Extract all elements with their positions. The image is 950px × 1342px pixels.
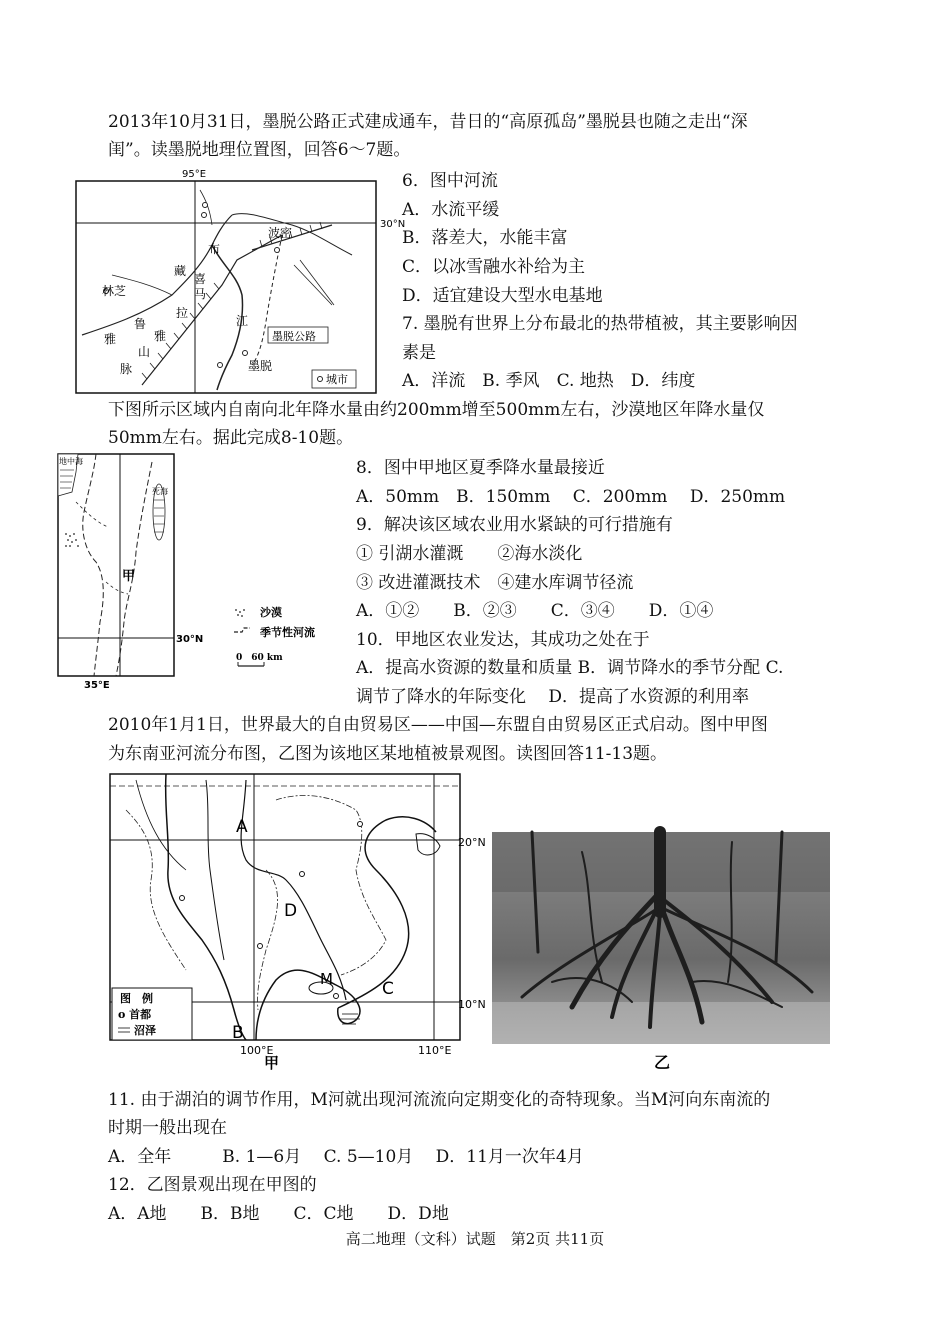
intro-3-line-1: 2010年1月1日，世界最大的自由贸易区——中国—东盟自由贸易区正式启动。图中甲图 (108, 715, 768, 735)
lat20-label: 20°N (458, 836, 486, 849)
q6-stem: 6．图中河流 (402, 171, 498, 191)
legend-river-label: 季节性河流 (260, 626, 315, 639)
point-a-label: A (236, 817, 248, 837)
q10-option-line-2: 调节了降水的年际变化 D．提高了水资源的利用率 (356, 687, 750, 707)
point-b-label: B (232, 1023, 244, 1043)
q9-stem: 9．解决该区域农业用水紧缺的可行措施有 (356, 515, 673, 535)
yarlung-char-1: 雅 (104, 332, 117, 346)
motuo-lon-label: 95°E (182, 169, 207, 180)
himalaya-char-3: 拉 (176, 306, 189, 320)
yarlung-char-5: 江 (236, 314, 249, 328)
map-jia-caption: 甲 (264, 1054, 280, 1072)
q6-option-c: C．以冰雪融水补给为主 (402, 257, 586, 277)
q10-stem: 10．甲地区农业发达，其成功之处在于 (356, 630, 650, 650)
intro-3-line-2: 为东南亚河流分布图，乙图为该地区某地植被景观图。读图回答11-13题。 (108, 744, 668, 764)
bomi-label: 波密 (268, 226, 293, 240)
q7-options: A．洋流 B. 季风 C. 地热 D．纬度 (402, 371, 696, 391)
q11-options: A．全年 B. 1—6月 C. 5—10月 D．11月一次年4月 (108, 1147, 584, 1167)
q12-stem: 12．乙图景观出现在甲图的 (108, 1175, 317, 1195)
legend-capital: o 首都 (118, 1008, 152, 1021)
motuo-label: 墨脱 (248, 359, 273, 373)
scale-label: 0 60 km (236, 653, 283, 663)
sea1-label: 地中海 (59, 457, 83, 466)
southeast-asia-map (106, 770, 490, 1070)
point-c-label: C (382, 979, 394, 999)
himalaya-char-1: 喜 (194, 272, 207, 286)
q8-options: A．50mm B．150mm C．200mm D．250mm (356, 487, 786, 507)
himalaya-char-4: 雅 (154, 329, 167, 343)
map2-lon-label: 35°E (84, 680, 110, 691)
yarlung-char-3: 藏 (174, 264, 187, 278)
q9-option-line-2: ③ 改进灌溉技术 ④建水库调节径流 (356, 573, 634, 593)
yarlung-char-2: 鲁 (134, 317, 147, 331)
q9-option-line-1: ① 引湖水灌溉 ②海水淡化 (356, 544, 583, 564)
photo-yi-caption: 乙 (654, 1053, 671, 1072)
q7-stem-1: 7. 墨脱有世界上分布最北的热带植被，其主要影响因 (402, 314, 798, 334)
intro-1-line-2: 闺”。读墨脱地理位置图，回答6～7题。 (108, 140, 411, 160)
sea2-label: 死海 (152, 487, 168, 496)
map2-lat-label: 30°N (176, 634, 204, 645)
lon100-label: 100°E (240, 1044, 274, 1057)
lat10-label: 10°N (458, 998, 486, 1011)
himalaya-char-6: 脉 (120, 362, 133, 376)
motuo-lat-label: 30°N (380, 219, 406, 230)
q11-stem-1: 11. 由于湖泊的调节作用，M河就出现河流流向定期变化的奇特现象。当M河向东南流的 (108, 1090, 771, 1110)
lon110-label: 110°E (418, 1044, 452, 1057)
q6-option-a: A．水流平缓 (402, 200, 500, 220)
q9-options: A．①② B．②③ C．③④ D．①④ (356, 601, 714, 621)
jia-label: 甲 (122, 569, 136, 584)
q11-stem-2: 时期一般出现在 (108, 1118, 227, 1138)
q7-stem-2: 素是 (402, 343, 436, 363)
page-footer: 高二地理（文科）试题 第2页 共11页 (345, 1230, 605, 1248)
q6-option-b: B．落差大，水能丰富 (402, 228, 568, 248)
legend-title: 图 例 (120, 992, 153, 1005)
legend-swamp: 沼泽 (134, 1024, 156, 1037)
legend-desert-label: 沙漠 (260, 606, 282, 619)
motuo-map (72, 165, 406, 395)
intro-1-line-1: 2013年10月31日，墨脱公路正式建成通车，昔日的“高原孤岛”墨脱县也随之走出“深 (108, 112, 748, 132)
himalaya-char-2: 马 (194, 287, 207, 301)
point-d-label: D (284, 901, 298, 921)
q6-option-d: D．适宜建设大型水电基地 (402, 286, 603, 306)
city-legend-label: 城市 (326, 373, 348, 386)
q8-stem: 8．图中甲地区夏季降水量最接近 (356, 458, 605, 478)
intro-2-line-2: 50mm左右。据此完成8-10题。 (108, 428, 354, 448)
q10-option-line-1: A．提高水资源的数量和质量 B．调节降水的季节分配 C. (356, 658, 784, 678)
river-m-label: M (320, 970, 333, 988)
q12-options: A．A地 B．B地 C．C地 D．D地 (108, 1204, 449, 1224)
precipitation-map (56, 452, 352, 692)
mangrove-photo (492, 832, 832, 1072)
linzhi-label: 林芝 (102, 284, 127, 298)
road-label: 墨脱公路 (272, 330, 316, 343)
himalaya-char-5: 山 (138, 345, 151, 359)
yarlung-char-4: 布 (208, 242, 221, 256)
intro-2-line-1: 下图所示区域内自南向北年降水量由约200mm增至500mm左右，沙漠地区年降水量仅 (108, 400, 765, 420)
